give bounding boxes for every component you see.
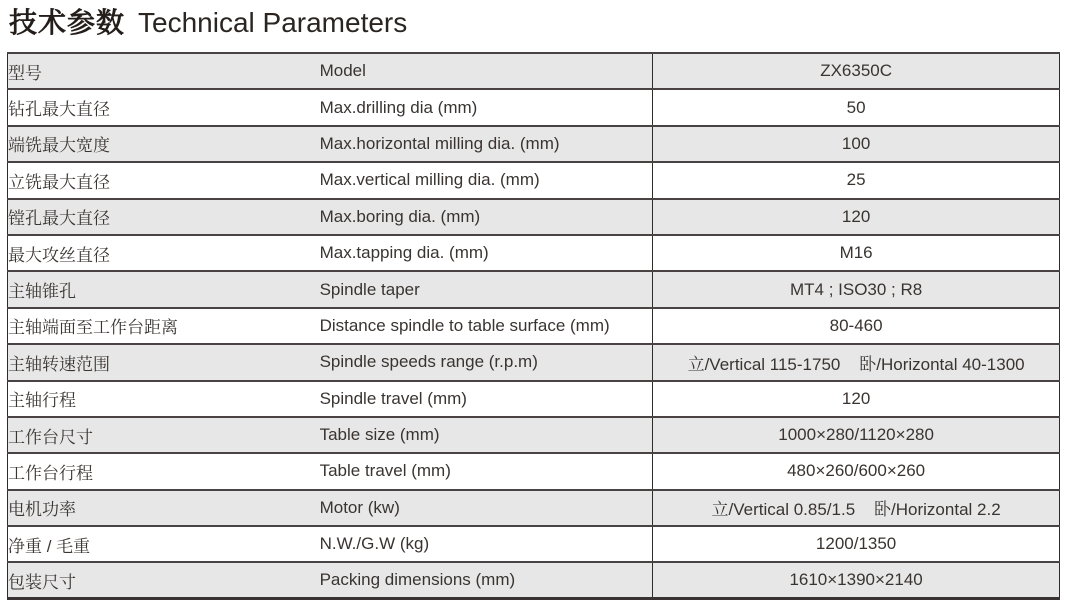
param-value-cell: 100 xyxy=(653,126,1060,162)
param-value-cell: 1000×280/1120×280 xyxy=(653,417,1060,453)
table-row xyxy=(8,199,1060,235)
param-name-en-cell: Table size (mm) xyxy=(320,417,653,453)
page-title-zh: 技术参数 xyxy=(9,7,126,38)
param-name-zh-cell: 净重 / 毛重 xyxy=(8,526,320,562)
param-name-zh-cell: 最大攻丝直径 xyxy=(8,235,320,271)
param-value-cell: 480×260/600×260 xyxy=(653,453,1060,489)
param-name-zh-cell: 包装尺寸 xyxy=(8,562,320,598)
param-name-zh-cell: 电机功率 xyxy=(8,490,320,526)
param-value-cell: 立/Vertical 115-1750 卧/Horizontal 40-1300 xyxy=(653,344,1060,380)
table-row xyxy=(8,126,1060,162)
page-title-en: Technical Parameters xyxy=(138,7,408,38)
param-name-en-cell: Max.vertical milling dia. (mm) xyxy=(320,162,653,198)
param-value-cell: 80-460 xyxy=(653,308,1060,344)
param-name-zh-cell: 主轴锥孔 xyxy=(8,271,320,307)
param-name-zh-cell: 端铣最大宽度 xyxy=(8,126,320,162)
param-name-en-cell: Max.tapping dia. (mm) xyxy=(320,235,653,271)
param-name-en-cell: Table travel (mm) xyxy=(320,453,653,489)
table-row xyxy=(8,162,1060,198)
parameters-table xyxy=(7,52,1060,600)
table-row xyxy=(8,417,1060,453)
table-row xyxy=(8,490,1060,526)
param-name-en-cell: Model xyxy=(319,61,366,81)
param-name-zh-cell: 型号 xyxy=(8,63,42,83)
param-name-en-cell: Max.boring dia. (mm) xyxy=(320,199,653,235)
param-name-zh-cell: 主轴行程 xyxy=(8,381,320,417)
param-value-cell: 120 xyxy=(653,199,1060,235)
param-name-en-cell: N.W./G.W (kg) xyxy=(320,526,653,562)
param-value-cell: 50 xyxy=(653,89,1060,125)
param-name-zh-cell: 钻孔最大直径 xyxy=(8,89,320,125)
table-row xyxy=(8,453,1060,489)
table-row xyxy=(8,53,1060,89)
param-value-cell: 1610×1390×2140 xyxy=(653,562,1060,598)
table-row xyxy=(8,271,1060,307)
table-row xyxy=(8,308,1060,344)
table-row xyxy=(8,89,1060,125)
param-name-zh-cell: 工作台行程 xyxy=(8,453,320,489)
table-row xyxy=(8,381,1060,417)
param-value-cell: 1200/1350 xyxy=(653,526,1060,562)
param-name-en-cell: Motor (kw) xyxy=(320,490,653,526)
param-name-en-cell: Packing dimensions (mm) xyxy=(320,562,653,598)
param-name-zh-cell: 镗孔最大直径 xyxy=(8,199,320,235)
param-name-en-cell: Max.horizontal milling dia. (mm) xyxy=(320,126,653,162)
param-name-zh-cell: 立铣最大直径 xyxy=(8,162,320,198)
param-name-zh-cell: 主轴端面至工作台距离 xyxy=(8,308,320,344)
param-name-en-cell: Spindle travel (mm) xyxy=(320,381,653,417)
param-value-cell: M16 xyxy=(653,235,1060,271)
parameters-table-body xyxy=(8,53,1060,599)
table-row xyxy=(8,526,1060,562)
param-name-en-cell: Max.drilling dia (mm) xyxy=(320,89,653,125)
page-title xyxy=(9,1,407,41)
param-name-en-cell: Spindle speeds range (r.p.m) xyxy=(320,344,653,380)
param-name-zh-cell: 工作台尺寸 xyxy=(8,417,320,453)
table-row xyxy=(8,235,1060,271)
param-value-cell: ZX6350C xyxy=(653,53,1060,89)
param-name-zh-cell: 主轴转速范围 xyxy=(8,344,320,380)
param-value-cell: 120 xyxy=(653,381,1060,417)
param-name-en-cell: Distance spindle to table surface (mm) xyxy=(320,308,653,344)
param-value-cell: 25 xyxy=(653,162,1060,198)
table-row xyxy=(8,562,1060,598)
param-value-cell: 立/Vertical 0.85/1.5 卧/Horizontal 2.2 xyxy=(653,490,1060,526)
param-name-en-cell: Spindle taper xyxy=(320,271,653,307)
param-value-cell: MT4 ; ISO30 ; R8 xyxy=(653,271,1060,307)
table-row xyxy=(8,344,1060,380)
